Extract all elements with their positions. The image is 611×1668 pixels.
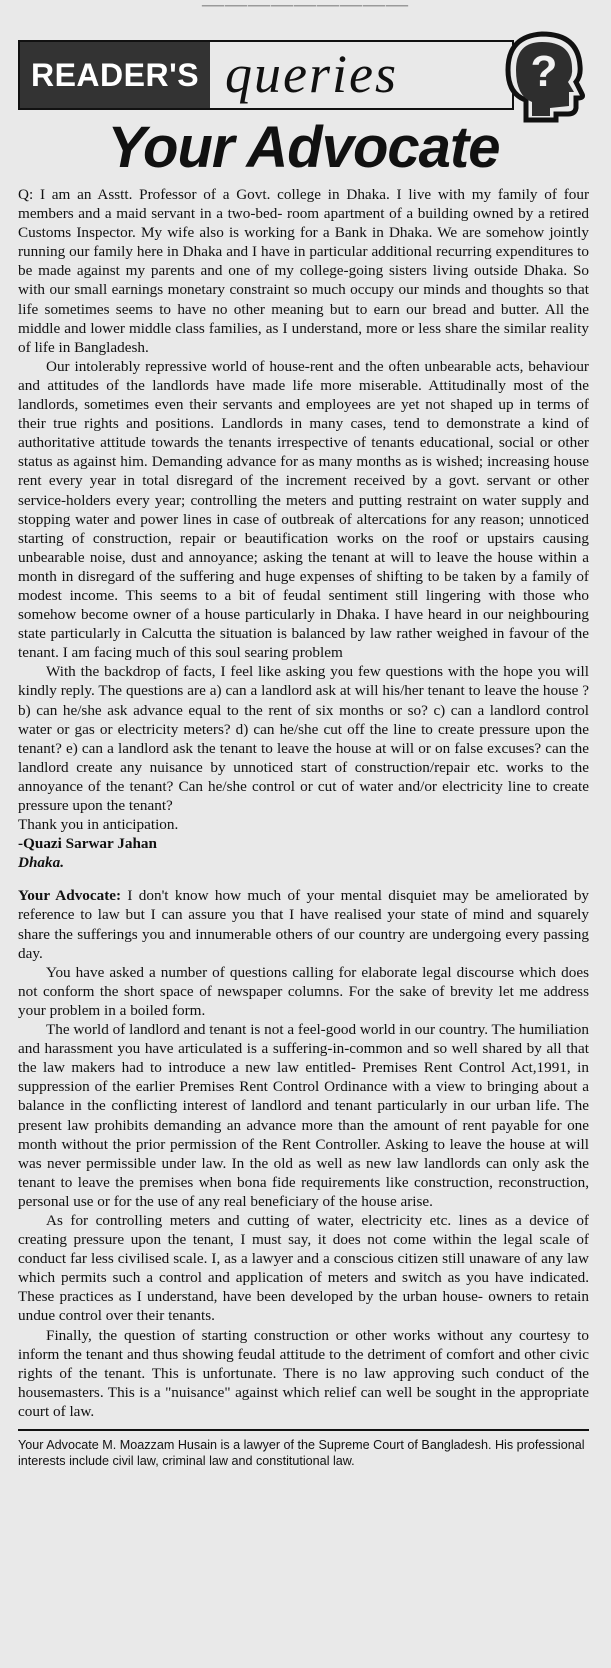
- question-paragraph-3: With the backdrop of facts, I feel like asking you few questions with the hope you will kindly reply. The questions are a) can a landlord ask at will his/her tenant to leave the house ? b) can he/she ask advance equal to the rent of six months or so? c) can a landlord control water or gas or electricity meters? d) can he/she cut off the line to create pressure upon the tenant? e) can a landlord ask the tenant to leave the house at will or on false excuses? can the landlord create any nuisance by unnoticed start of construction/repair etc. works to the annoyance of the tenant? Can he/she control or cut of water and/or electricity line to create pressure upon the tenant?: [18, 663, 589, 814]
- answer-paragraph-2: You have asked a number of questions calling for elaborate legal discourse which does not conform the short space of newspaper columns. For the sake of brevity let me address your problem in a boiled form.: [18, 963, 589, 1019]
- question-signature-name: -Quazi Sarwar Jahan: [18, 835, 157, 853]
- question-signature-place: Dhaka.: [18, 854, 64, 872]
- column-banner: [18, 18, 589, 122]
- question-paragraph-1: Q: I am an Asstt. Professor of a Govt. college in Dhaka. I live with my family of four members and a maid servant in a two-bed- room apartment of a building owned by a retired Customs Inspector. My wife also is working for a Bank in Dhaka. We are somehow jointly running our family here in Dhaka and I have in particular additional recurring expenditures to be made against my parents and one of my college-going sisters living outside Dhaka. So with our small earnings monetary constraint so much occupy our minds and thoughts so that life sometimes seems to have no other meaning but to earn our bread and butter. All the middle and lower middle class families, as I understand, more or less share the similar reality of life in Bangladesh.: [18, 186, 589, 356]
- question-closing: Thank you in anticipation.: [18, 816, 179, 834]
- answer-paragraph-3: The world of landlord and tenant is not a feel-good world in our country. The humiliation and harassment you have articulated is a suffering-in-common and so well shared by all that the law makers had to introduce a new law entitled- Premises Rent Control Act,1991, in suppression of the earlier Premises Rent Control Ordinance with a view to bringing about a balance in the conflicting interest of landlord and tenant particularly in our urban life. The present law prohibits demanding an advance more than the amount of rent payable for one month without the prior permission of the Rent Controller. Asking to leave the house at will was never permissible under law. In the old as well as new law landlords can only ask the tenant to leave the premises when bona fide requirements like construction, reconstruction, personal use or for the use of any real beneficiary of the house arise.: [18, 1021, 589, 1210]
- section-gap: [18, 872, 589, 886]
- banner-box: [18, 40, 514, 110]
- question-paragraph-2: Our intolerably repressive world of house-rent and the often unbearable acts, behaviour and attitudes of the landlords have made life more miserable. Attitudinally most of the landlords, sometimes even their servants and employees are yet not shaped up in terms of their true rights and positions. Landlords in many cases, tend to demonstrate a kind of authoritative attitude towards the tenants irrespective of tenants educational, social or other status as against him. Demanding advance for as many months as is wished; increasing house rent every year in total disregard of the increment received by a govt. servant or other service-holders every year; controlling the meters and putting restraint on water supply and stopping water and power lines in case of outbreak of altercations for any reason; unnoticed starting of construction, repair or beautification works on the roof or upstairs causing unbearable noise, dust and annoyance; asking the tenant at will to leave the house within a month in disregard of the suffering and huge expenses of shifting to be taken by a family of modest income. This seems to a bit of feudal sentiment still lingering with those who somehow become owner of a house particularly in Dhaka. I have heard in our neighbouring state particularly in Calcutta the situation is balanced by law rather weighed in favour of the tenant. I am facing much of this soul searing problem: [18, 357, 589, 662]
- footer-divider: [18, 1429, 589, 1431]
- previous-article-edge: —————————: [202, 0, 409, 14]
- answer-label: Your Advocate:: [18, 887, 122, 905]
- page-title: Your Advocate: [107, 115, 500, 180]
- answer-paragraph-4: As for controlling meters and cutting of water, electricity etc. lines as a device of creating pressure upon the tenant, I must say, it does not come within the legal scale of conduct far less civilised scale. I, as a lawyer and a conscious citizen still unaware of any law which permits such a control and application of meters and switch as you have indicated. These practices as I understand, have been developed by the urban house- owners to retain undue control over their tenants.: [18, 1211, 589, 1325]
- head-question-icon: [486, 20, 596, 124]
- author-bio: Your Advocate M. Moazzam Husain is a lawyer of the Supreme Court of Bangladesh. His professional interests include civil law, criminal law and constitutional law.: [18, 1438, 585, 1468]
- banner-queries-label: queries: [225, 44, 398, 104]
- answer-paragraph-1: [18, 886, 589, 962]
- answer-paragraph-1-text: I don't know how much of your mental disquiet may be ameliorated by reference to law but I can assure you that I have realised your state of mind and squarely share the sufferings you and innumerable others of our country are undergoing every passing day.: [18, 887, 590, 962]
- question-mark-glyph: ?: [530, 47, 558, 96]
- banner-readers-label: READER'S: [20, 42, 210, 108]
- article-body: [18, 185, 589, 1421]
- answer-paragraph-5: Finally, the question of starting construction or other works without any courtesy to inform the tenant and thus showing feudal attitude to the detriment of comfort and other civic rights of the tenant. This is unfortunate. There is no law approving such conduct of the housemasters. This is a "nuisance" against which relief can well be sought in the appropriate court of law.: [18, 1326, 589, 1420]
